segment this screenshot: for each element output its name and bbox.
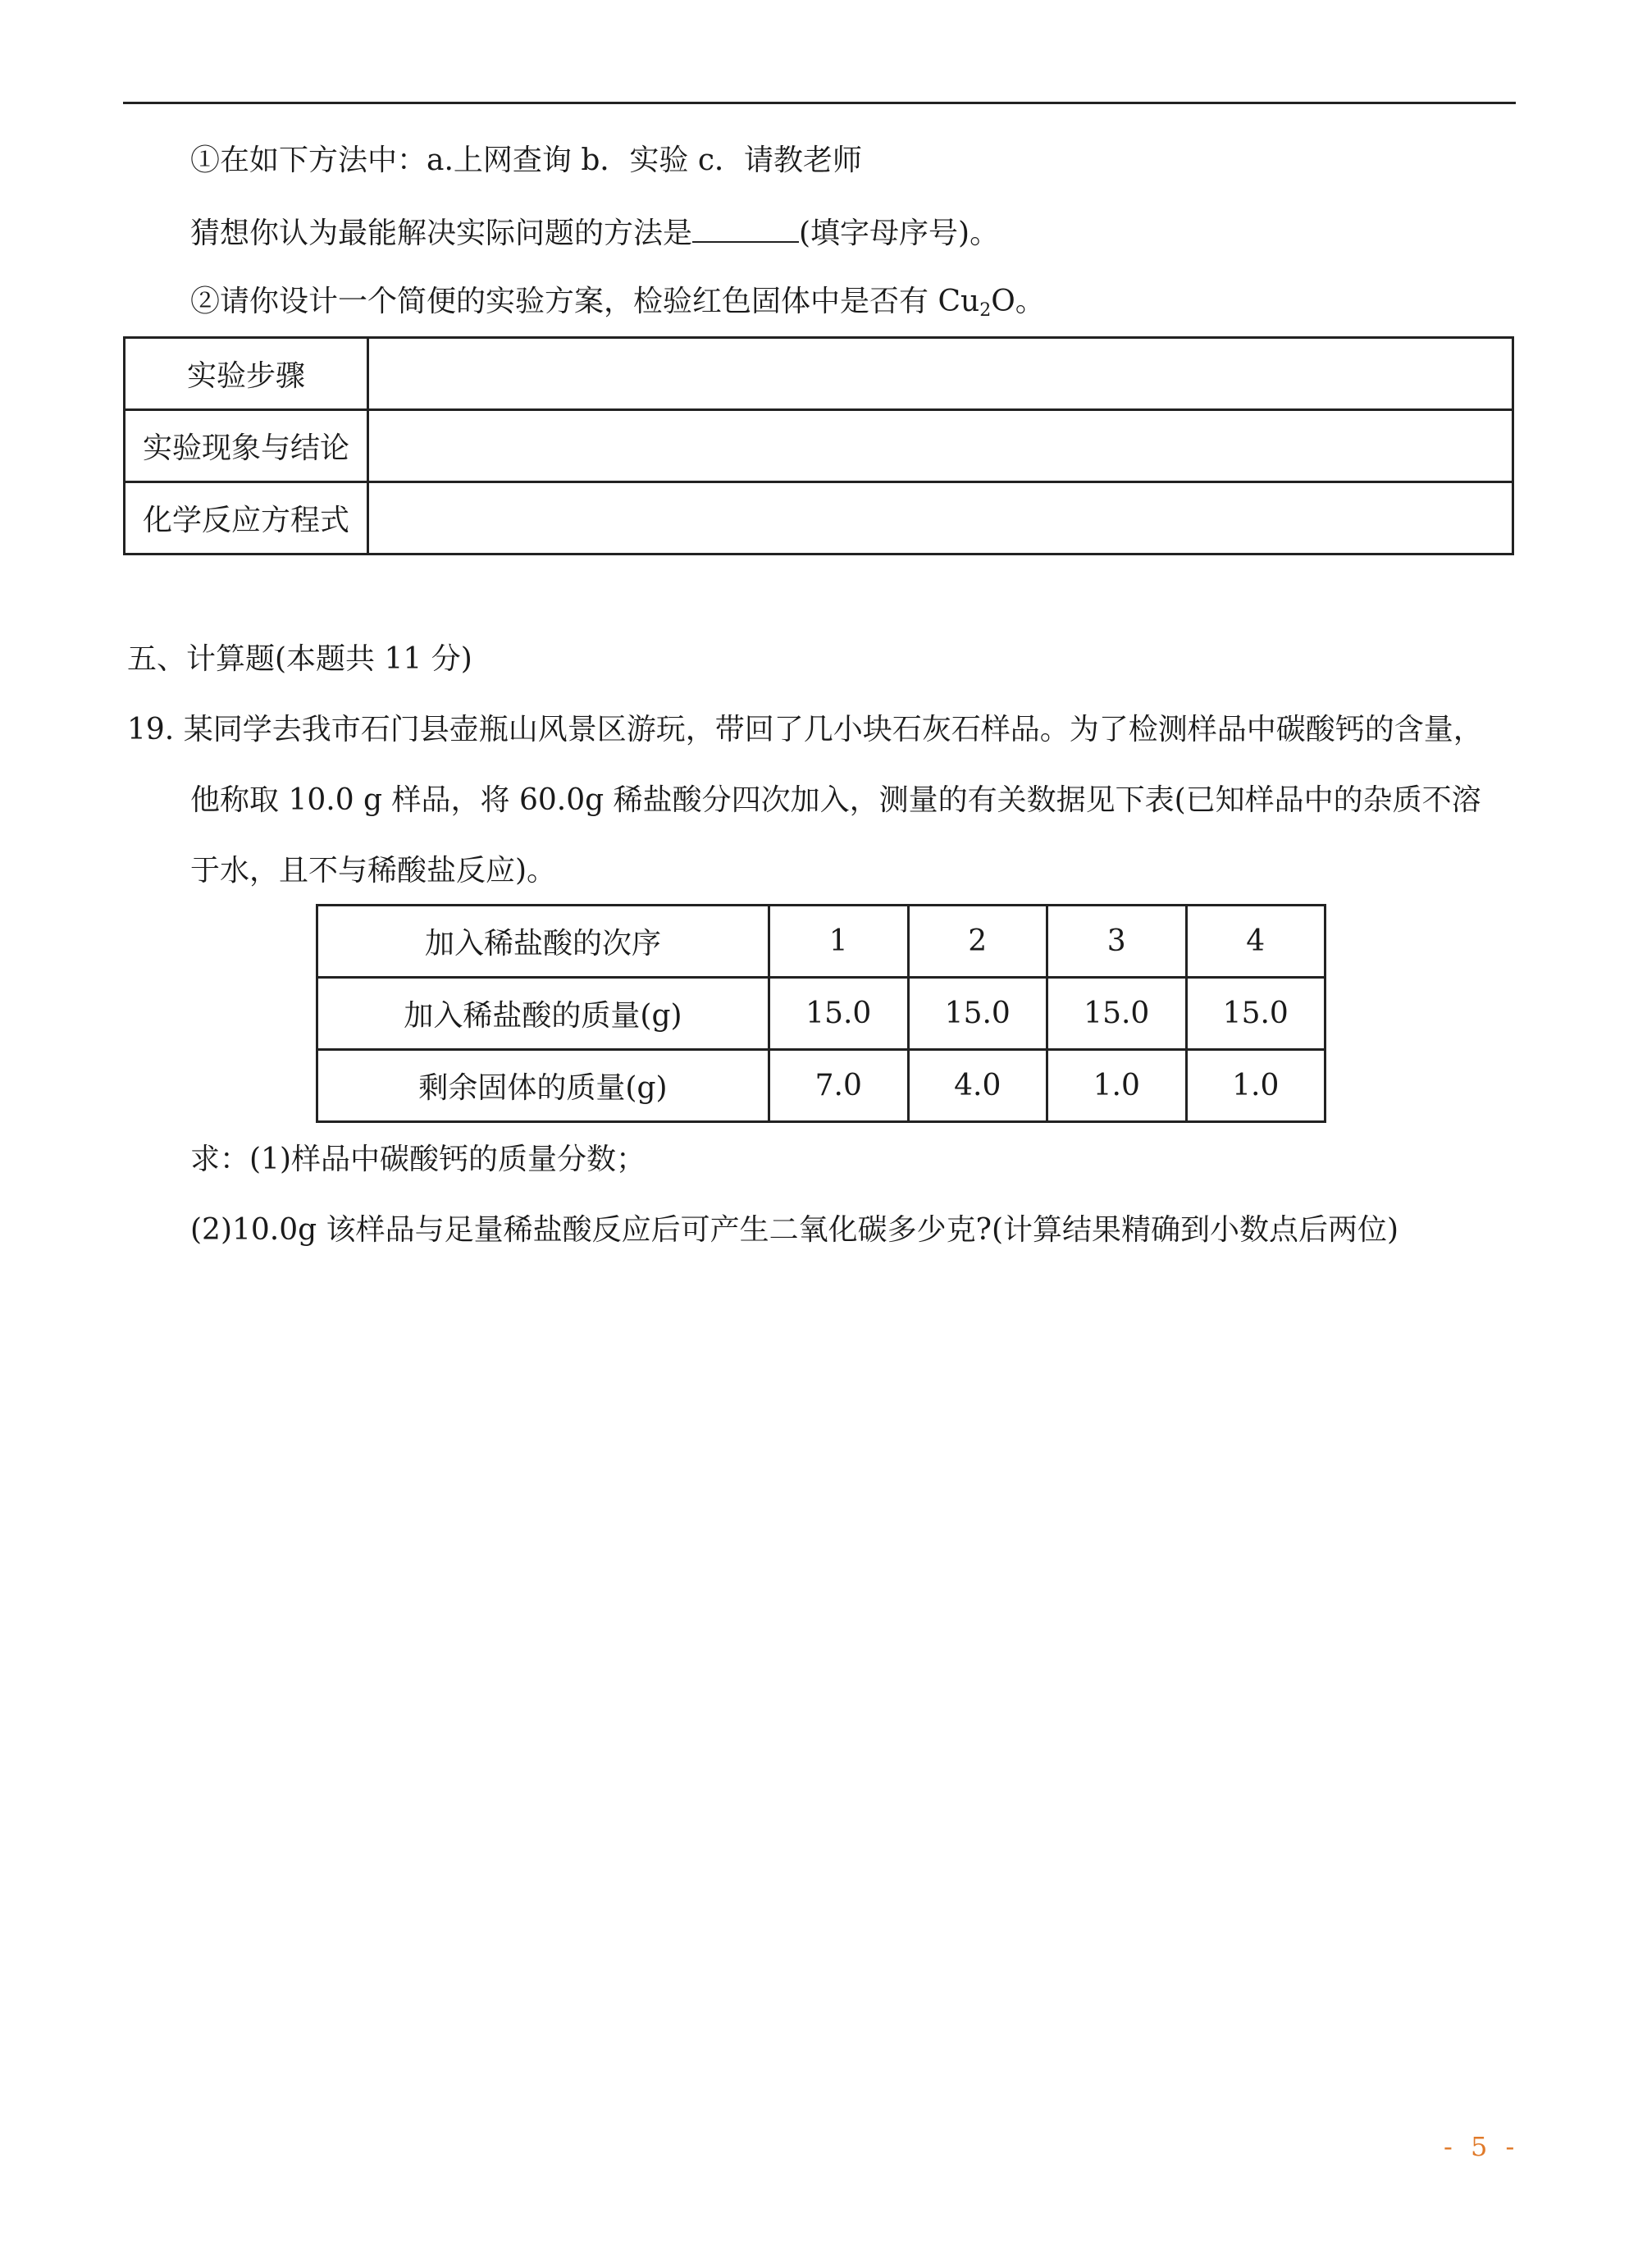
table-row [125, 410, 1513, 482]
table-cell: 3 [1047, 906, 1187, 978]
table-row [317, 978, 1325, 1050]
answer-blank[interactable] [692, 212, 799, 243]
row-label: 化学反应方程式 [125, 482, 368, 554]
table-row [317, 1050, 1325, 1122]
question-1: 求：(1)样品中碳酸钙的质量分数； [190, 1143, 646, 1176]
table-cell: 1 [769, 906, 909, 978]
row-label: 加入稀盐酸的质量(g) [317, 978, 769, 1050]
row-label: 实验现象与结论 [125, 410, 368, 482]
q2-design-prefix: ②请你设计一个简便的实验方案，检验红色固体中是否有 Cu [190, 285, 980, 318]
table-cell: 4 [1186, 906, 1325, 978]
table-row [125, 482, 1513, 554]
data-table [316, 904, 1326, 1123]
table-cell: 7.0 [769, 1050, 909, 1122]
table-cell: 2 [908, 906, 1047, 978]
row-label: 加入稀盐酸的次序 [317, 906, 769, 978]
q2-design-suffix: O。 [991, 285, 1045, 318]
table-cell: 15.0 [1047, 978, 1187, 1050]
q1-guess-suffix: (填字母序号)。 [799, 217, 1000, 250]
q19-line-1: 19. 某同学去我市石门县壶瓶山风景区游玩，带回了几小块石灰石样品。为了检测样品中碳酸钙的含量， [127, 713, 1483, 746]
table-row [317, 906, 1325, 978]
answer-cell[interactable] [368, 410, 1513, 482]
header-rule [123, 102, 1516, 104]
table-cell: 15.0 [908, 978, 1047, 1050]
table-cell: 1.0 [1186, 1050, 1325, 1122]
q19-line-3: 于水，且不与稀酸盐反应)。 [190, 854, 557, 888]
answer-cell[interactable] [368, 482, 1513, 554]
table-cell: 15.0 [769, 978, 909, 1050]
question-2: (2)10.0g 该样品与足量稀盐酸反应后可产生二氧化碳多少克?(计算结果精确到小数点后两位) [190, 1213, 1399, 1247]
q19-line-2: 他称取 10.0 g 样品，将 60.0g 稀盐酸分四次加入，测量的有关数据见下表(已知样品中的杂质不溶 [190, 783, 1481, 817]
table-cell: 15.0 [1186, 978, 1325, 1050]
subscript-2: 2 [979, 300, 992, 321]
table-cell: 4.0 [908, 1050, 1047, 1122]
table-cell: 1.0 [1047, 1050, 1187, 1122]
q1-guess-line [190, 212, 999, 253]
page-number: - 5 - [1444, 2131, 1520, 2162]
answer-cell[interactable] [368, 338, 1513, 410]
experiment-table [123, 336, 1514, 555]
q2-design-line [190, 282, 1045, 331]
row-label: 实验步骤 [125, 338, 368, 410]
section5-heading: 五、计算题(本题共 11 分) [127, 642, 472, 676]
row-label: 剩余固体的质量(g) [317, 1050, 769, 1122]
q1-guess-prefix: 猜想你认为最能解决实际问题的方法是 [190, 217, 693, 250]
q1-methods-line: ①在如下方法中：a.上网查询 b．实验 c．请教老师 [190, 144, 863, 177]
table-row [125, 338, 1513, 410]
